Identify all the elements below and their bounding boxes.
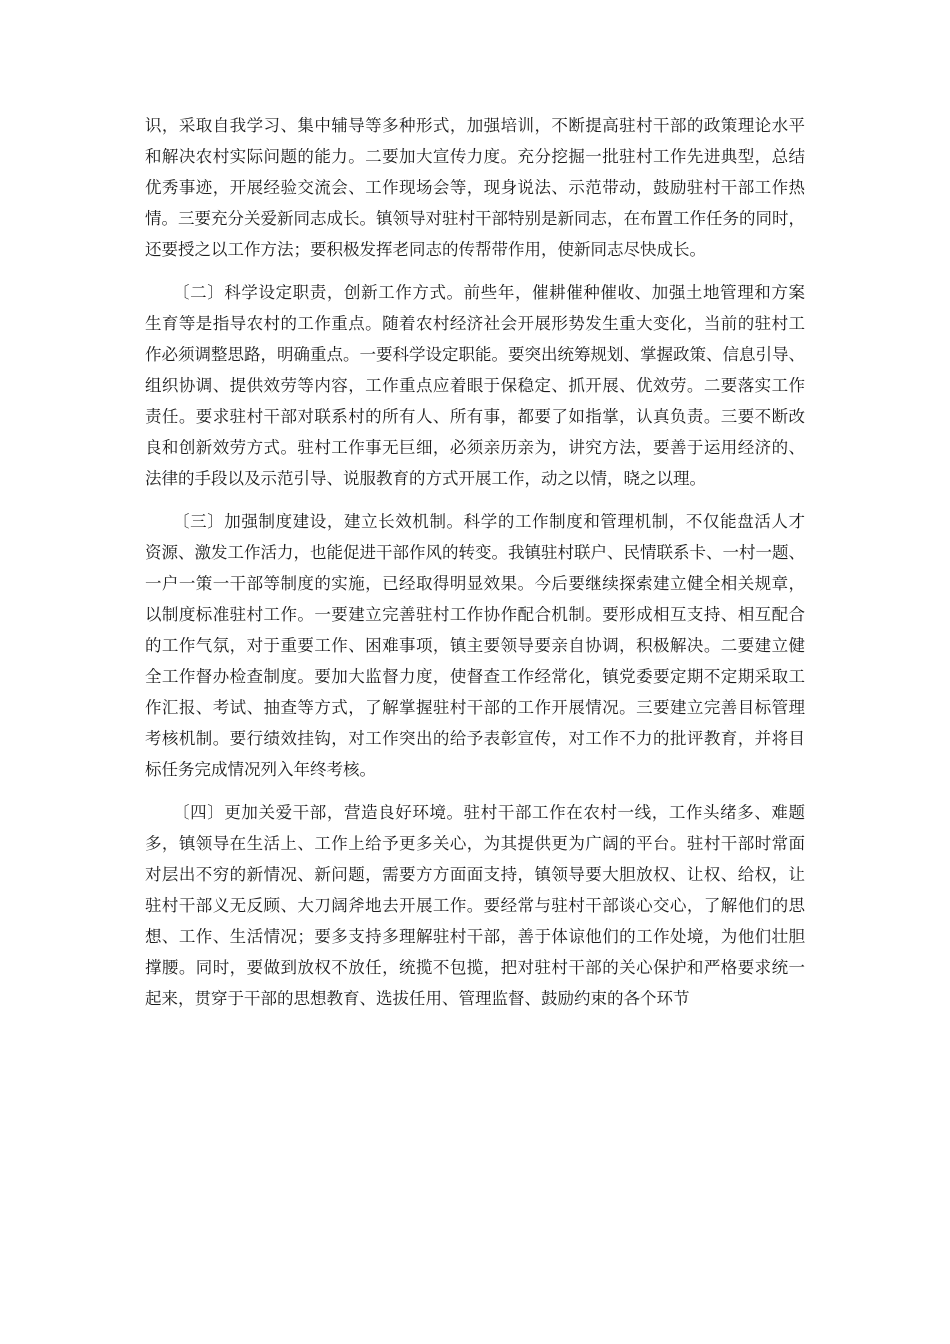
text-line: 考核机制。要行绩效挂钩，对工作突出的给予表彰宣传，对工作不力的批评教育，并将目	[145, 729, 805, 748]
text-line: 〔二〕科学设定职责，创新工作方式。前些年，催耕催种催收、加强土地管理和方案	[173, 283, 805, 302]
text-line: 驻村干部义无反顾、大刀阔斧地去开展工作。要经常与驻村干部谈心交心，了解他们的思	[145, 896, 805, 915]
document-page	[145, 110, 805, 1026]
text-line: 作必须调整思路，明确重点。一要科学设定职能。要突出统筹规划、掌握政策、信息引导、	[145, 345, 805, 364]
text-line: 资源、激发工作活力，也能促进干部作风的转变。我镇驻村联户、民情联系卡、一村一题、	[145, 543, 805, 562]
text-line: 责任。要求驻村干部对联系村的所有人、所有事，都要了如指掌，认真负责。三要不断改	[145, 407, 805, 426]
text-line: 还要授之以工作方法；要积极发挥老同志的传帮带作用，使新同志尽快成长。	[145, 240, 706, 259]
text-line: 良和创新效劳方式。驻村工作事无巨细，必须亲历亲为，讲究方法，要善于运用经济的、	[145, 438, 805, 457]
text-line: 全工作督办检查制度。要加大监督力度，使督查工作经常化，镇党委要定期不定期采取工	[145, 667, 805, 686]
text-line: 标任务完成情况列入年终考核。	[145, 760, 376, 779]
text-line: 起来，贯穿于干部的思想教育、选拔任用、管理监督、鼓励约束的各个环节	[145, 989, 690, 1008]
text-line: 情。三要充分关爱新同志成长。镇领导对驻村干部特别是新同志，在布置工作任务的同时，	[145, 209, 805, 228]
text-line: 和解决农村实际问题的能力。二要加大宣传力度。充分挖掘一批驻村工作先进典型，总结	[145, 147, 805, 166]
text-line: 以制度标准驻村工作。一要建立完善驻村工作协作配合机制。要形成相互支持、相互配合	[145, 605, 805, 624]
paragraph-2	[145, 277, 805, 494]
paragraph-1	[145, 110, 805, 265]
paragraph-3	[145, 506, 805, 785]
text-line: 对层出不穷的新情况、新问题，需要方方面面支持，镇领导要大胆放权、让权、给权，让	[145, 865, 805, 884]
text-line: 多，镇领导在生活上、工作上给予更多关心，为其提供更为广阔的平台。驻村干部时常面	[145, 834, 805, 853]
text-line: 优秀事迹，开展经验交流会、工作现场会等，现身说法、示范带动，鼓励驻村干部工作热	[145, 178, 805, 197]
text-line: 想、工作、生活情况；要多支持多理解驻村干部，善于体谅他们的工作处境，为他们壮胆	[145, 927, 805, 946]
text-line: 识，采取自我学习、集中辅导等多种形式，加强培训，不断提高驻村干部的政策理论水平	[145, 116, 805, 135]
text-line: 〔三〕加强制度建设，建立长效机制。科学的工作制度和管理机制，不仅能盘活人才	[173, 512, 805, 531]
text-line: 撑腰。同时，要做到放权不放任，统揽不包揽，把对驻村干部的关心保护和严格要求统一	[145, 958, 805, 977]
text-line: 的工作气氛，对于重要工作、困难事项，镇主要领导要亲自协调，积极解决。二要建立健	[145, 636, 805, 655]
text-line: 一户一策一干部等制度的实施，已经取得明显效果。今后要继续探索建立健全相关规章，	[145, 574, 805, 593]
text-line: 生育等是指导农村的工作重点。随着农村经济社会开展形势发生重大变化，当前的驻村工	[145, 314, 805, 333]
text-line: 作汇报、考试、抽查等方式，了解掌握驻村干部的工作开展情况。三要建立完善目标管理	[145, 698, 805, 717]
text-line: 〔四〕更加关爱干部，营造良好环境。驻村干部工作在农村一线，工作头绪多、难题	[173, 803, 805, 822]
text-line: 法律的手段以及示范引导、说服教育的方式开展工作，动之以情，晓之以理。	[145, 469, 706, 488]
paragraph-4	[145, 797, 805, 1014]
text-line: 组织协调、提供效劳等内容，工作重点应着眼于保稳定、抓开展、优效劳。二要落实工作	[145, 376, 805, 395]
